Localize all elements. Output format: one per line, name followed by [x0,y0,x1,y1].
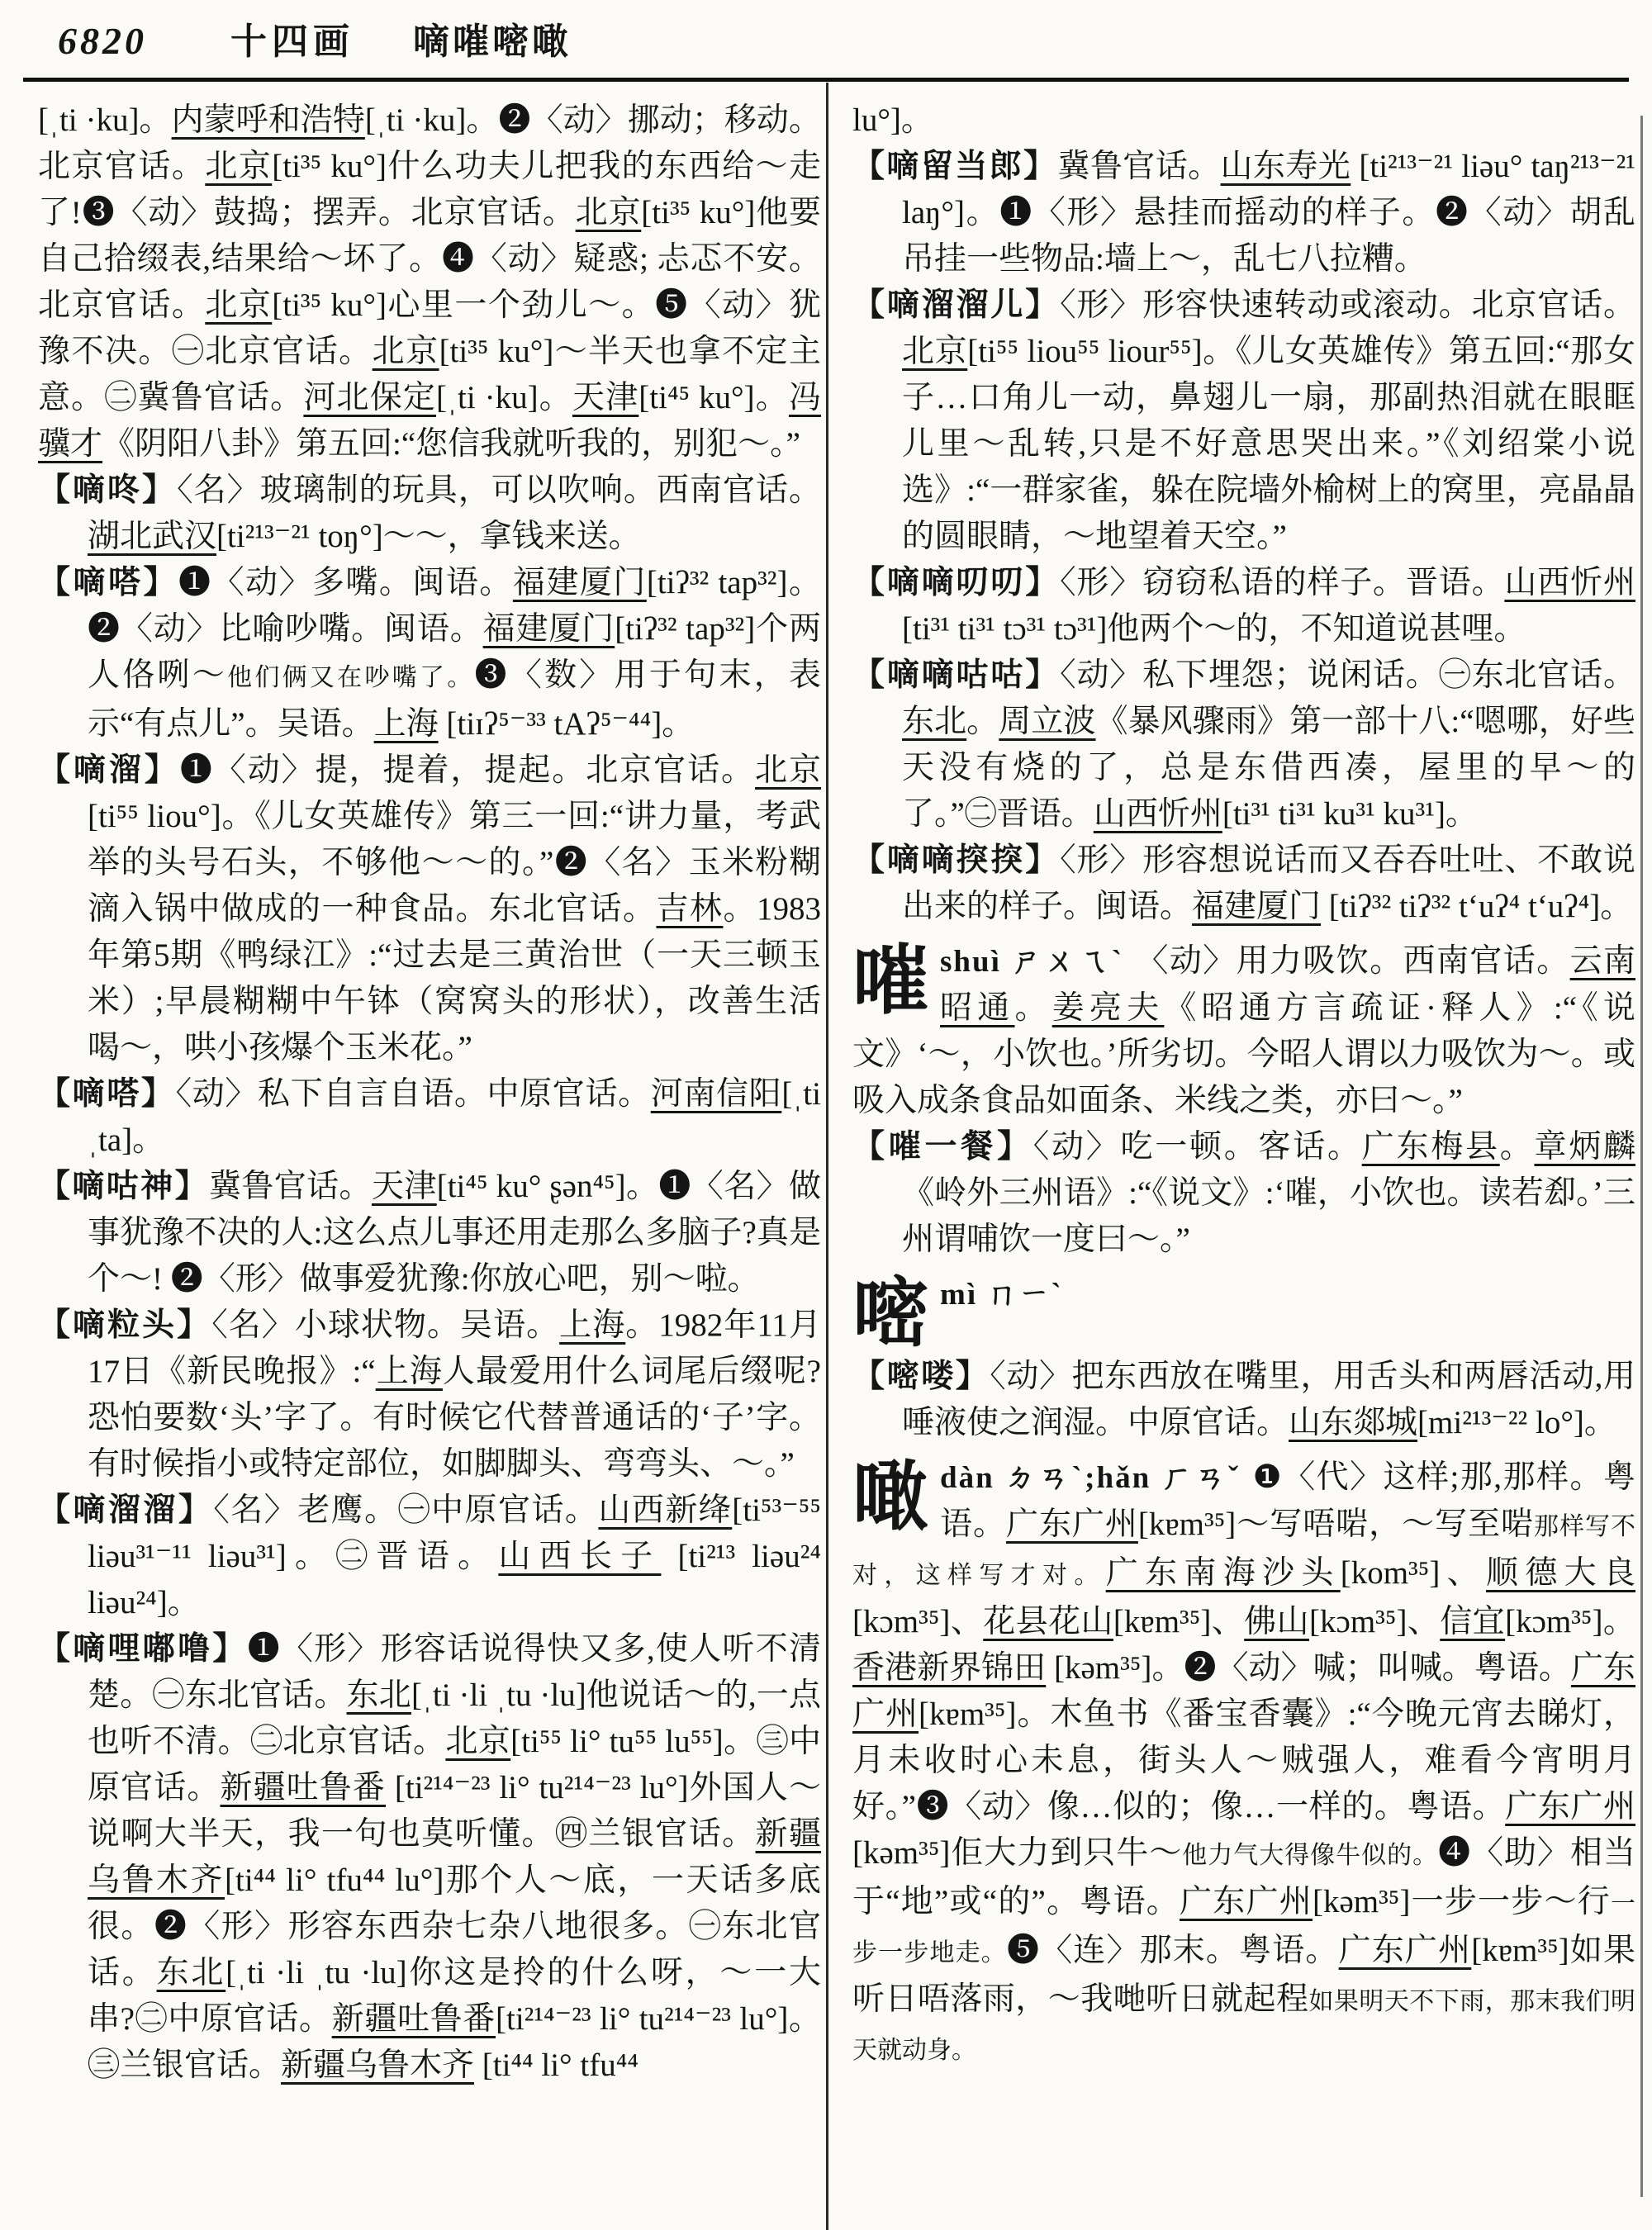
dictionary-entry [38,1071,821,1164]
dialect-point-name: 天津 [572,380,639,415]
dictionary-entry [38,747,821,1071]
headword-character: 嘧 [852,1272,929,1356]
dialect-point-name: 北京 [755,752,821,788]
entry-text: [ti⁴⁴ li° tfu⁴⁴ lu°]那个人～底，一天话多底很。❷〈形〉形容东西杂七杂八地很多。㊀东北官话。 [88,1862,821,1990]
entry-headword: 【嘀嗒】 [38,1076,176,1112]
dictionary-entry [38,1626,821,2089]
entry-text: [ˌti ·li ˌtu ·lu]你这是拎的什么呀，～一大串?㊁中原官话。 [88,1955,821,2037]
page-number: 6820 [58,20,147,62]
entry-text: [kɐm³⁵]～写唔啱，～写至啱 [1137,1506,1535,1542]
entry-text: [ti³¹ ti³¹ ku³¹ ku³¹]。 [1222,796,1478,832]
dialect-point-name: 山东寿光 [1220,149,1351,184]
dialect-point-name: 广东广州 [1338,1933,1472,1968]
character-head-entry [852,1454,1635,2074]
dialect-point-name: 广东广州 [1180,1884,1313,1919]
section-characters: 嘀嗺嘧噉 [413,21,572,62]
dialect-point-name: 广东南海沙头 [1105,1555,1341,1591]
entry-text: 《阴阳八卦》第五回:“您信我就听我的，别犯～。” [102,426,800,462]
dialect-point-name: 山西新绛 [598,1492,733,1528]
entry-text: 。1983年第5期《鸭绿江》:“过去是三黄治世（一天三顿玉米）;早晨糊糊中午钵（窝窝头的形状），改善生活喝～，哄小孩爆个玉米花。” [88,891,821,1065]
entry-text: [ˌti ˌta]。 [88,1076,821,1158]
entry-text: 〈动〉用力吸饮。西南官话。 [1136,943,1570,979]
entry-text: 〈形〉形容快速转动或滚动。北京官话。 [1060,287,1635,323]
dialect-point-name: 湖北武汉 [88,519,217,554]
entry-text: 《昭通方言疏证·释人》:“《说文》‘～，小饮也。’所劣切。今昭人谓以力吸饮为～。或吸入成条食品如面条、米线之类，亦曰～。” [852,990,1635,1118]
dialect-point-name: 冯骥才 [38,380,821,462]
entry-text: [ti⁵⁵ liou⁵⁵ liour⁵⁵]。《儿女英雄传》第五回:“那女子…口角儿一动，鼻翅儿一扇，那副热泪就在眼眶儿里～乱转,只是不好意思哭出来。”《刘绍棠小说选》:“一群家雀，躲在院墙外榆树上的窝里，亮晶晶的圆眼睛，～地望着天空。” [902,334,1635,554]
dialect-point-name: 新疆吐鲁番 [220,1770,387,1805]
entry-text: ❶〈代〉这样;那,那样。粤语。 [940,1459,1635,1542]
dialect-point-name: 天津 [371,1169,437,1204]
dialect-point-name: 顺德大良 [1485,1555,1635,1591]
entry-text: 。 [1499,1129,1535,1165]
dialect-point-name: 河南信阳 [650,1076,782,1112]
entry-text: [ti⁴⁵ ku°]。 [638,380,789,415]
dictionary-entry [38,560,821,747]
dialect-point-name: 新疆乌鲁木齐 [281,2047,475,2083]
dialect-point-name: 内蒙呼和浩特 [171,102,365,138]
entry-headword: 【嘀咚】 [38,472,178,508]
character-head-entry [852,1271,1635,1356]
dialect-point-name: 河北保定 [303,380,437,415]
dialect-point-name: 上海 [373,706,439,742]
entry-text: 。 [966,704,999,739]
dialect-point-name: 北京 [445,1724,511,1759]
page-header [58,15,1627,68]
dialect-point-name: 新疆乌鲁木齐 [88,1816,821,1898]
entry-text: 〈名〉小球状物。吴语。 [211,1307,560,1343]
entry-headword: 【嘀嘀揬揬】 [852,842,1061,878]
entry-headword: 【嘧喽】 [852,1359,990,1394]
dictionary-entry [38,467,821,560]
entry-text: 〈动〉私下埋怨；说闲话。㊀东北官话。 [1060,657,1635,693]
dialect-point-name: 北京 [205,287,273,323]
example-gloss-small: 如果明天不下雨，那末我们明天就动身。 [852,1988,1635,2064]
stroke-count-section: 十四画 [230,21,354,62]
entry-text: [kɐm³⁵]。木鱼书《番宝香囊》:“今晚元宵去睇灯，月未收时心未息，街头人～贼强人，难看今宵明月好。”❸〈动〉像…似的；像…一样的。粤语。 [852,1696,1635,1824]
entry-text: [tiɪʔ⁵⁻³³ tAʔ⁵⁻⁴⁴]。 [438,706,695,742]
dictionary-entry [852,560,1635,652]
dialect-point-name: 山东郯城 [1289,1405,1418,1440]
example-gloss-small: 他们俩又在吵嘴了。 [227,664,475,691]
entry-text: 《岭外三州语》:“《说文》:‘嗺，小饮也。读若㕁。’三州谓哺饮一度曰～。” [902,1175,1635,1257]
dialect-point-name: 信宜 [1440,1604,1506,1639]
entry-text: [ˌti ·li ˌtu ·lu]他说话～的,一点也听不清。㊁北京官话。 [88,1677,821,1759]
entry-text: [ˌti ·ku]。 [436,380,572,415]
entry-text: 〈动〉把东西放在嘴里，用舌头和两唇活动,用唾液使之润湿。中原官话。 [902,1359,1635,1440]
dialect-point-name: 北京 [902,334,968,369]
entry-text: 。1982年11月17日《新民晚报》:“ [88,1307,821,1389]
headword-character: 嗺 [852,939,929,1023]
entry-text: ❸〈数〉用于句末，表示“有点儿”。吴语。 [88,657,821,742]
pinyin-zhuyin-reading: mì ㄇㄧˋ [940,1278,1063,1312]
entry-text: [ti³⁵ ku°]他要自己拾缀表,结果给～坏了。❹〈动〉疑惑; 忐忑不安。北京官话。 [38,195,821,323]
dictionary-entry [38,1487,821,1626]
entry-text: [ti²¹³⁻²¹ toŋ°]～～，拿钱来送。 [216,519,641,554]
dialect-point-name: 山西忻州 [1504,565,1635,600]
entry-text: [ti³⁵ ku°]～半天也拿不定主意。㊁冀鲁官话。 [38,334,821,415]
column-divider [826,83,828,2230]
entry-text: 〈名〉老鹰。㊀中原官话。 [213,1492,599,1528]
entry-text: [kɐm³⁵]、 [1113,1604,1245,1639]
right-column [852,97,1635,2074]
entry-text: [tiʔ³² tiʔ³² tʻuʔ⁴ tʻuʔ⁴]。 [1321,889,1633,924]
entry-text: [ti²¹⁴⁻²³ li° tu²¹⁴⁻²³ lu°]外国人～说啊大半天，我一句也莫听懂。㊃兰银官话。 [88,1770,821,1852]
entry-text: [ti⁵³⁻⁵⁵ liəu³¹⁻¹¹ liəu³¹]。㊁晋语。 [88,1492,821,1574]
entry-text: [ti³¹ ti³¹ tɔ³¹ tɔ³¹]他两个～的，不知道说甚哩。 [902,611,1526,647]
entry-text: 冀鲁官话。 [1057,149,1221,184]
entry-text: 〈名〉玻璃制的玩具，可以吹响。西南官话。 [177,472,821,508]
entry-text: [ti²¹³⁻²¹ liəu° taŋ²¹³⁻²¹ laŋ°]。❶〈形〉悬挂而摇动的样子。❷〈动〉胡乱吊挂一些物品:墙上～，乱七八拉糟。 [902,149,1635,277]
entry-text: [kəm³⁵]佢大力到只牛～ [852,1835,1183,1871]
entry-text: [kəm³⁵]一步一步～行 [1312,1884,1611,1919]
dialect-point-name: 广东梅县 [1361,1129,1500,1165]
dialect-point-name: 山西长子 [498,1539,662,1574]
entry-text: 〈形〉形容想说话而又吞吞吐吐、不敢说出来的样子。闽语。 [902,842,1635,924]
pinyin-zhuyin-reading: shuì ㄕㄨㄟˋ [940,945,1125,979]
dialect-point-name: 北京 [575,195,642,230]
entry-text: [kɐm³⁵]如果听日唔落雨，～我哋听日就起程 [852,1933,1635,2017]
entry-text: [tiʔ³² tap³²]。❷〈动〉比喻吵嘴。闽语。 [88,565,821,647]
entry-headword: 【嘀溜】 [38,752,180,788]
dialect-point-name: 云南昭通 [940,943,1635,1026]
entry-text: 。 [1014,990,1052,1026]
entry-text: 冀鲁官话。 [208,1169,372,1204]
entry-text: [tiʔ³² tap³²]个两人佫咧～ [88,611,821,693]
dictionary-entry [852,1124,1635,1263]
dialect-point-name: 章炳麟 [1534,1129,1635,1165]
entry-text: ❶〈动〉提，提着，提起。北京官话。 [179,752,756,788]
entry-text: [kom³⁵]、 [1340,1555,1486,1591]
dialect-point-name: 上海 [375,1354,443,1389]
character-head-entry [852,938,1635,1124]
entry-headword: 【嘀咕神】 [38,1169,209,1204]
dictionary-entry [38,1164,821,1302]
dialect-point-name: 东北 [346,1677,411,1713]
entry-text: [mi²¹³⁻²² lo°]。 [1417,1405,1616,1440]
dialect-point-name: 周立波 [999,704,1096,739]
entry-text: [ˌti ·ku]。❷〈动〉挪动；移动。北京官话。 [38,102,821,184]
entry-continuation [852,97,1635,144]
entry-headword: 【嘀嘀咕咕】 [852,657,1061,693]
dialect-point-name: 广东广州 [1505,1789,1635,1824]
entry-text: ❶〈形〉形容话说得快又多,使人听不清楚。㊀东北官话。 [88,1631,821,1713]
entry-text: 人最爱用什么词尾后缀呢?恐怕要数‘头’字了。有时候它代替普通话的‘子’字。有时候指小或特定部位，如脚脚头、弯弯头、～。” [88,1354,821,1482]
entry-text: [ti⁴⁴ li° tfu⁴⁴ [474,2047,638,2083]
dictionary-entry [38,1302,821,1487]
dictionary-entry [852,282,1635,560]
entry-text: 〈动〉吃一顿。客话。 [1032,1129,1362,1165]
entry-headword: 【嘀粒头】 [38,1307,212,1343]
entry-text: 〈动〉私下自言自语。中原官话。 [175,1076,651,1112]
dialect-point-name: 佛山 [1244,1604,1310,1639]
entry-text: ❶〈动〉多嘴。闽语。 [178,565,513,600]
dialect-point-name: 东北 [156,1955,226,1990]
dialect-point-name: 福建厦门 [1192,889,1322,924]
entry-text: [kɔm³⁵]、 [852,1604,984,1639]
entry-text: ❹〈助〉相当于“地”或“的”。粤语。 [852,1835,1635,1919]
entry-headword: 【嘀留当郎】 [852,149,1058,184]
dialect-point-name: 北京 [205,149,273,184]
entry-text: 《暴风骤雨》第一部十八:“嗯哪，好些天没有烧的了，总是东借西凑，屋里的早～的了。”㊁晋语。 [902,704,1635,832]
entry-text: [ti²¹⁴⁻²³ li° tu²¹⁴⁻²³ lu°]。㊂兰银官话。 [88,2001,821,2083]
entry-text: [ti⁵⁵ liou°]。《儿女英雄传》第三一回:“讲力量，考武举的头号石头，不够他～～的。”❷〈名〉玉米粉糊滴入锅中做成的一种食品。东北官话。 [88,799,821,927]
dialect-point-name: 新疆吐鲁番 [331,2001,496,2037]
example-gloss-small: 他力气大得像牛似的。 [1182,1842,1439,1869]
dialect-point-name: 福建厦门 [482,611,615,647]
dictionary-entry [852,144,1635,282]
pinyin-zhuyin-reading: dàn ㄉㄢˋ;hǎn ㄏㄢˇ [940,1461,1241,1495]
entry-text: 〈形〉窃窃私语的样子。晋语。 [1060,565,1505,600]
entry-headword: 【嗺一餐】 [852,1129,1033,1165]
dialect-point-name: 香港新界锦田 [852,1650,1047,1686]
entry-text: [ti²¹³ liəu²⁴ liəu²⁴]。 [88,1539,821,1620]
dialect-point-name: 福建厦门 [512,565,647,600]
dialect-point-name: 吉林 [656,891,724,927]
dialect-point-name: 广东广州 [852,1650,1635,1732]
page-edge-line [1640,116,1643,2197]
entry-text: [ti⁴⁵ ku° ʂən⁴⁵]。❶〈名〉做事犹豫不决的人:这么点儿事还用走那么多脑子?真是个～! ❷〈形〉做事爱犹豫:你放心吧，别～啦。 [88,1169,821,1297]
dialect-point-name: 广东广州 [1005,1506,1138,1542]
entry-text: [kəm³⁵]。❷〈动〉喊；叫喊。粤语。 [1046,1650,1571,1686]
entry-text: lu°]。 [852,102,933,138]
dialect-point-name: 姜亮夫 [1051,990,1165,1026]
dictionary-entry [852,1354,1635,1446]
entry-headword: 【嘀嗒】 [38,565,178,600]
entry-text: [ti⁵⁵ li° tu⁵⁵ lu⁵⁵]。㊂中原官话。 [88,1724,821,1805]
entry-headword: 【嘀哩嘟噜】 [38,1631,248,1667]
entry-text: [ˌti ·ku]。 [38,102,172,138]
dialect-point-name: 北京 [372,334,439,369]
entry-text: ❺〈连〉那末。粤语。 [1006,1933,1339,1968]
entry-text: [kɔm³⁵]、 [1309,1604,1441,1639]
header-rule [23,78,1629,82]
dialect-point-name: 山西忻州 [1093,796,1222,832]
dialect-point-name: 花县花山 [983,1604,1113,1639]
entry-continuation [38,97,821,467]
example-gloss-small: 那样写不对，这样写才对。 [852,1513,1635,1589]
dictionary-entry [852,837,1635,930]
left-column [38,97,821,2089]
dialect-point-name: 东北 [902,704,967,739]
dictionary-entry [852,652,1635,837]
entry-text: [ti³⁵ ku°]什么功夫儿把我的东西给～走了!❸〈动〉鼓捣；摆弄。北京官话。 [38,149,821,230]
example-gloss-small: 一步一步地走。 [852,1891,1635,1967]
entry-headword: 【嘀嘀叨叨】 [852,565,1061,600]
dialect-point-name: 上海 [559,1307,626,1343]
entry-headword: 【嘀溜溜】 [38,1492,214,1528]
entry-text: [ti³⁵ ku°]心里一个劲儿～。❺〈动〉犹豫不决。㊀北京官话。 [38,287,821,369]
headword-character: 噉 [852,1455,929,1540]
entry-text: [kɔm³⁵]。 [1505,1604,1635,1639]
entry-headword: 【嘀溜溜儿】 [852,287,1061,323]
